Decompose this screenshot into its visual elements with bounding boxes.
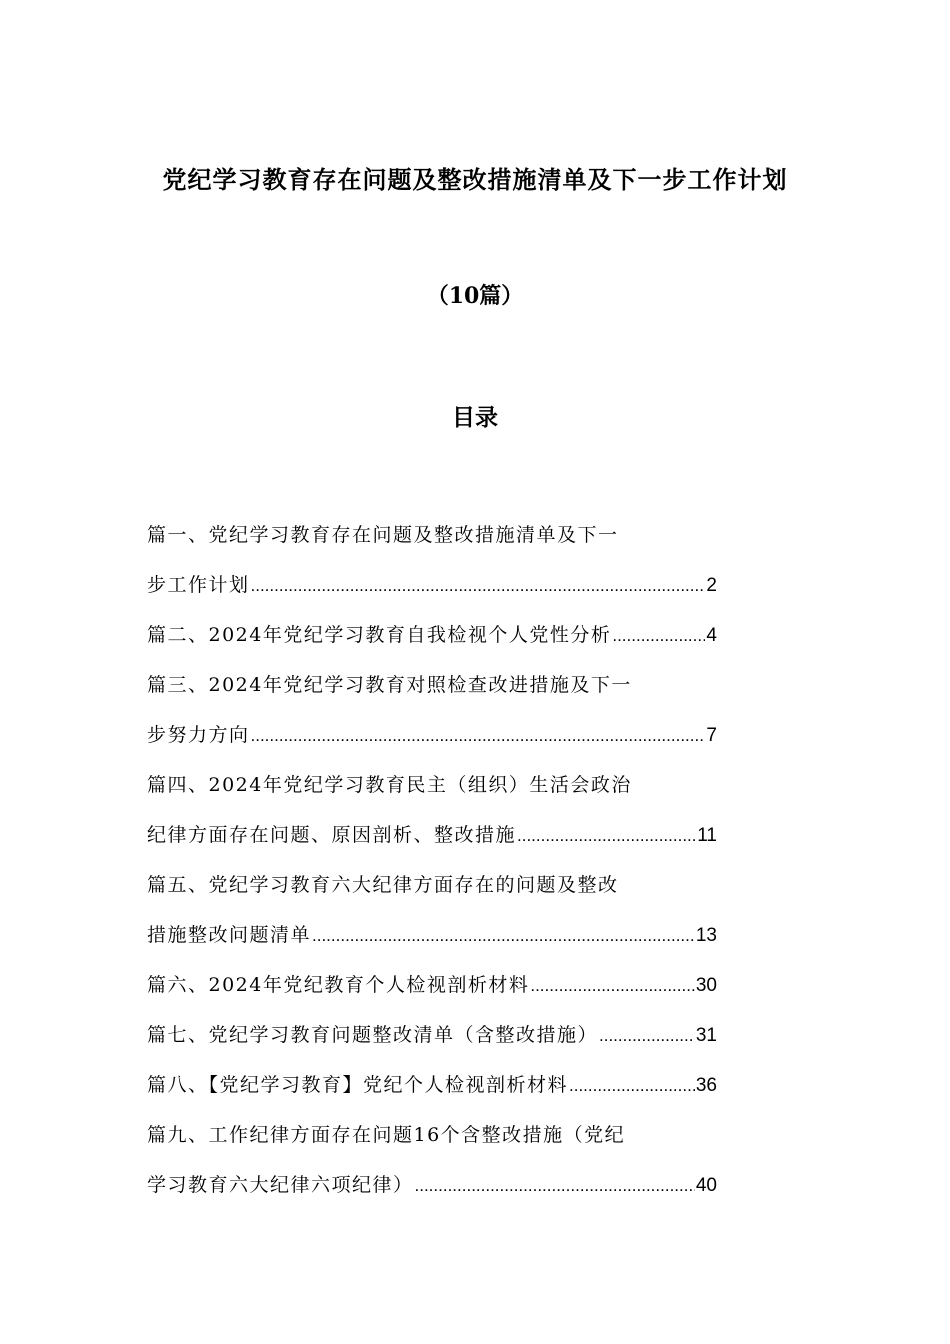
toc-entry-line	[147, 1116, 717, 1166]
toc-page-number: 13	[695, 925, 717, 946]
toc-heading: 目录	[452, 404, 498, 431]
toc-entry[interactable]	[147, 516, 717, 616]
toc-dot-leader	[612, 617, 705, 655]
toc-dot-leader	[312, 917, 695, 955]
toc-dot-leader	[251, 717, 706, 755]
toc-entry-text: 纪律方面存在问题、原因剖析、整改措施	[147, 824, 517, 846]
toc-entry[interactable]	[147, 1016, 717, 1066]
toc-entry[interactable]	[147, 1066, 717, 1116]
toc-entry-text: 篇五、党纪学习教育六大纪律方面存在的问题及整改	[147, 874, 619, 896]
toc-entry-line	[147, 866, 717, 916]
toc-entry-line	[147, 766, 717, 816]
toc-entry[interactable]	[147, 966, 717, 1016]
toc-entry-text: 学习教育六大纪律六项纪律）	[147, 1174, 414, 1196]
toc-entry-line	[147, 966, 717, 1016]
toc-entry-line	[147, 1066, 717, 1116]
toc-entry[interactable]	[147, 866, 717, 966]
toc-page-number: 40	[695, 1175, 717, 1196]
toc-entry-text: 篇一、党纪学习教育存在问题及整改措施清单及下一	[147, 524, 619, 546]
toc-entry-text: 篇六、2024年党纪教育个人检视剖析材料	[147, 974, 530, 996]
toc-entry-text: 篇八、【党纪学习教育】党纪个人检视剖析材料	[147, 1074, 569, 1096]
toc-entry-text: 篇四、2024年党纪学习教育民主（组织）生活会政治	[147, 774, 632, 796]
table-of-contents	[147, 516, 717, 1216]
toc-entry[interactable]	[147, 666, 717, 766]
toc-entry-line	[147, 516, 717, 566]
toc-entry-text: 篇七、党纪学习教育问题整改清单（含整改措施）	[147, 1024, 599, 1046]
toc-entry-text: 措施整改问题清单	[147, 924, 312, 946]
toc-page-number: 11	[697, 825, 717, 846]
toc-entry-line	[147, 916, 717, 966]
toc-page-number: 4	[706, 625, 717, 646]
toc-entry-line	[147, 716, 717, 766]
toc-dot-leader	[415, 1167, 695, 1205]
toc-page-number: 7	[706, 725, 717, 746]
toc-page-number: 30	[695, 975, 717, 996]
toc-page-number: 36	[695, 1075, 717, 1096]
toc-entry[interactable]	[147, 1116, 717, 1216]
toc-entry-text: 篇二、2024年党纪学习教育自我检视个人党性分析	[147, 624, 612, 646]
toc-entry-line	[147, 816, 717, 866]
toc-entry-text: 步努力方向	[147, 724, 250, 746]
toc-dot-leader	[517, 817, 696, 855]
toc-entry-line	[147, 566, 717, 616]
toc-dot-leader	[599, 1017, 695, 1055]
toc-dot-leader	[569, 1067, 695, 1105]
toc-entry-line	[147, 1166, 717, 1216]
toc-entry[interactable]	[147, 616, 717, 666]
toc-entry-line	[147, 1016, 717, 1066]
toc-page-number: 2	[706, 575, 717, 596]
toc-entry-text: 篇九、工作纪律方面存在问题16个含整改措施（党纪	[147, 1124, 626, 1146]
document-title: 党纪学习教育存在问题及整改措施清单及下一步工作计划	[162, 165, 788, 194]
toc-entry-text: 步工作计划	[147, 574, 250, 596]
toc-dot-leader	[530, 967, 695, 1005]
toc-page-number: 31	[695, 1025, 717, 1046]
toc-entry-text: 篇三、2024年党纪学习教育对照检查改进措施及下一	[147, 674, 632, 696]
document-subtitle: （10篇）	[426, 283, 524, 309]
toc-entry[interactable]	[147, 766, 717, 866]
toc-dot-leader	[251, 567, 706, 605]
toc-entry-line	[147, 616, 717, 666]
toc-entry-line	[147, 666, 717, 716]
